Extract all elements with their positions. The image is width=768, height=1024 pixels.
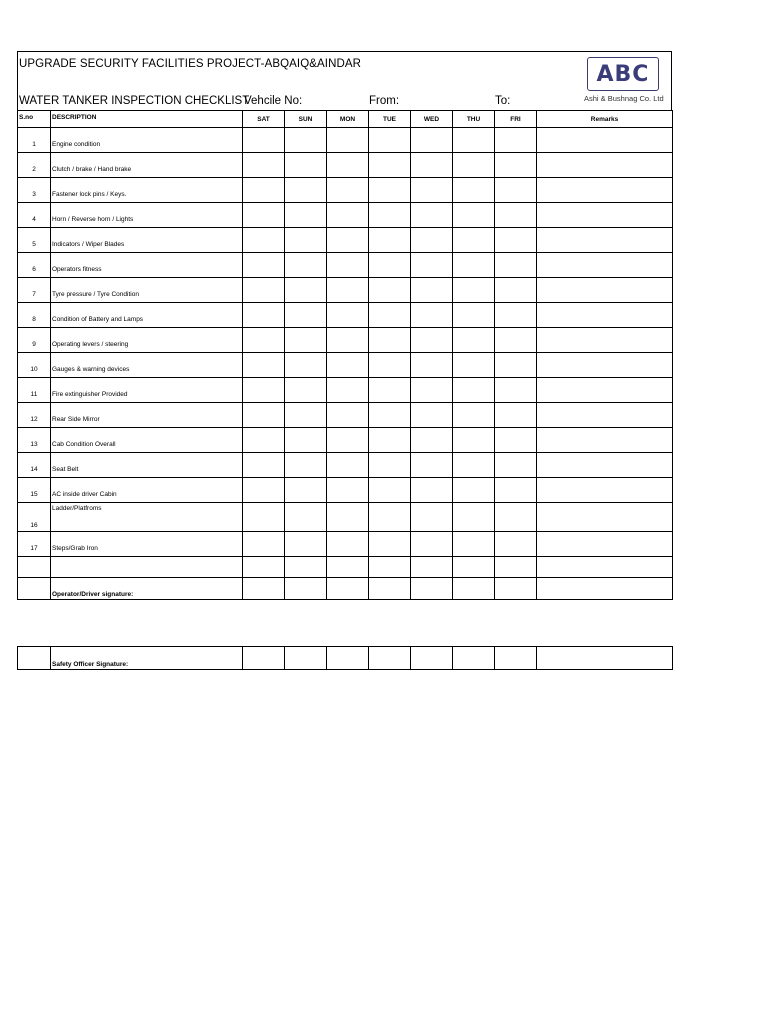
check-cell[interactable] (369, 278, 411, 303)
item-number: 9 (18, 328, 51, 353)
check-cell[interactable] (285, 303, 327, 328)
sheet-header (17, 51, 672, 110)
check-cell[interactable] (243, 178, 285, 203)
check-cell[interactable] (243, 153, 285, 178)
check-cell[interactable] (327, 478, 369, 503)
check-cell[interactable] (243, 303, 285, 328)
check-cell[interactable] (453, 353, 495, 378)
check-cell[interactable] (285, 428, 327, 453)
check-cell[interactable] (285, 153, 327, 178)
check-cell[interactable] (285, 503, 327, 532)
check-cell[interactable] (285, 532, 327, 557)
item-description: Gauges & warning devices (51, 353, 243, 378)
check-cell[interactable] (495, 453, 537, 478)
safety-signature-row (18, 647, 673, 670)
check-cell[interactable] (243, 203, 285, 228)
table-row (18, 278, 673, 303)
check-cell[interactable] (369, 128, 411, 153)
check-cell[interactable] (327, 278, 369, 303)
check-cell[interactable] (453, 453, 495, 478)
check-cell[interactable] (327, 128, 369, 153)
remarks-cell[interactable] (537, 578, 673, 600)
operator-signature-label: Operator/Driver signature: (51, 578, 243, 600)
item-description: Seat Belt (51, 453, 243, 478)
item-description: Ladder/Platfroms (51, 503, 243, 532)
item-number: 3 (18, 178, 51, 203)
remarks-cell[interactable] (537, 128, 673, 153)
check-cell[interactable] (495, 378, 537, 403)
check-cell[interactable] (369, 253, 411, 278)
item-number: 1 (18, 128, 51, 153)
check-cell[interactable] (495, 557, 537, 578)
check-cell[interactable] (285, 228, 327, 253)
remarks-cell[interactable] (537, 647, 673, 670)
check-cell[interactable] (495, 278, 537, 303)
check-cell[interactable] (453, 178, 495, 203)
check-cell[interactable] (327, 503, 369, 532)
blank-cell (51, 557, 243, 578)
check-cell[interactable] (243, 557, 285, 578)
check-cell[interactable] (243, 328, 285, 353)
item-description: Clutch / brake / Hand brake (51, 153, 243, 178)
check-cell[interactable] (453, 303, 495, 328)
inspection-sheet (17, 51, 672, 600)
check-cell[interactable] (369, 478, 411, 503)
check-cell[interactable] (369, 403, 411, 428)
remarks-cell[interactable] (537, 428, 673, 453)
signature-cell[interactable] (243, 578, 285, 600)
check-cell[interactable] (411, 557, 453, 578)
table-row (18, 178, 673, 203)
check-cell[interactable] (369, 453, 411, 478)
item-number: 6 (18, 253, 51, 278)
item-number: 2 (18, 153, 51, 178)
remarks-cell[interactable] (537, 153, 673, 178)
signature-cell[interactable] (369, 647, 411, 670)
check-cell[interactable] (453, 128, 495, 153)
check-cell[interactable] (453, 403, 495, 428)
item-description: Condition of Battery and Lamps (51, 303, 243, 328)
check-cell[interactable] (453, 428, 495, 453)
table-row (18, 328, 673, 353)
blank-cell (18, 647, 51, 670)
check-cell[interactable] (495, 303, 537, 328)
table-header-row (18, 111, 673, 128)
check-cell[interactable] (327, 453, 369, 478)
check-cell[interactable] (243, 453, 285, 478)
blank-cell (18, 557, 51, 578)
check-cell[interactable] (369, 328, 411, 353)
project-title: UPGRADE SECURITY FACILITIES PROJECT-ABQAIQ&AINDAR (19, 58, 362, 70)
table-row (18, 353, 673, 378)
item-description: Indicators / Wiper Blades (51, 228, 243, 253)
check-cell[interactable] (453, 253, 495, 278)
check-cell[interactable] (411, 353, 453, 378)
check-cell[interactable] (495, 203, 537, 228)
check-cell[interactable] (243, 253, 285, 278)
check-cell[interactable] (285, 203, 327, 228)
check-cell[interactable] (411, 303, 453, 328)
check-cell[interactable] (495, 353, 537, 378)
check-cell[interactable] (369, 532, 411, 557)
remarks-cell[interactable] (537, 328, 673, 353)
remarks-cell[interactable] (537, 203, 673, 228)
company-logo (584, 57, 662, 107)
check-cell[interactable] (285, 253, 327, 278)
checklist-table (17, 110, 673, 600)
signature-cell[interactable] (369, 578, 411, 600)
check-cell[interactable] (411, 228, 453, 253)
check-cell[interactable] (495, 428, 537, 453)
description-header: DESCRIPTION (51, 111, 243, 128)
company-name: Ashi & Bushnag Co. Ltd (584, 94, 664, 103)
check-cell[interactable] (369, 203, 411, 228)
check-cell[interactable] (243, 378, 285, 403)
item-description: Operators fitness (51, 253, 243, 278)
item-number: 11 (18, 378, 51, 403)
check-cell[interactable] (495, 328, 537, 353)
check-cell[interactable] (327, 303, 369, 328)
signature-cell[interactable] (495, 647, 537, 670)
check-cell[interactable] (411, 478, 453, 503)
remarks-cell[interactable] (537, 353, 673, 378)
item-description: Tyre pressure / Tyre Condition (51, 278, 243, 303)
item-number: 16 (18, 503, 51, 532)
remarks-cell[interactable] (537, 503, 673, 532)
table-row (18, 378, 673, 403)
check-cell[interactable] (285, 178, 327, 203)
check-cell[interactable] (495, 403, 537, 428)
check-cell[interactable] (285, 378, 327, 403)
day-header: FRI (495, 111, 537, 128)
check-cell[interactable] (411, 253, 453, 278)
check-cell[interactable] (327, 153, 369, 178)
item-number: 5 (18, 228, 51, 253)
check-cell[interactable] (327, 178, 369, 203)
check-cell[interactable] (369, 503, 411, 532)
check-cell[interactable] (369, 228, 411, 253)
signature-cell[interactable] (453, 647, 495, 670)
check-cell[interactable] (495, 178, 537, 203)
check-cell[interactable] (369, 378, 411, 403)
signature-cell[interactable] (411, 647, 453, 670)
remarks-cell[interactable] (537, 478, 673, 503)
check-cell[interactable] (327, 428, 369, 453)
remarks-cell[interactable] (537, 403, 673, 428)
item-number: 13 (18, 428, 51, 453)
check-cell[interactable] (243, 503, 285, 532)
item-number: 7 (18, 278, 51, 303)
check-cell[interactable] (453, 478, 495, 503)
signature-cell[interactable] (285, 647, 327, 670)
check-cell[interactable] (411, 503, 453, 532)
item-number: 8 (18, 303, 51, 328)
item-description: Cab Condition Overall (51, 428, 243, 453)
remarks-cell[interactable] (537, 253, 673, 278)
check-cell[interactable] (369, 153, 411, 178)
abc-logo-icon (587, 57, 659, 91)
remarks-cell[interactable] (537, 557, 673, 578)
to-date-label: To: (495, 95, 511, 107)
remarks-cell[interactable] (537, 178, 673, 203)
check-cell[interactable] (243, 228, 285, 253)
table-row (18, 532, 673, 557)
check-cell[interactable] (369, 428, 411, 453)
signature-cell[interactable] (495, 578, 537, 600)
check-cell[interactable] (495, 478, 537, 503)
signature-cell[interactable] (327, 647, 369, 670)
check-cell[interactable] (411, 532, 453, 557)
item-number: 15 (18, 478, 51, 503)
check-cell[interactable] (285, 278, 327, 303)
remarks-cell[interactable] (537, 278, 673, 303)
logo-mark: ABC (596, 61, 650, 87)
table-row (18, 228, 673, 253)
check-cell[interactable] (243, 478, 285, 503)
day-header: WED (411, 111, 453, 128)
remarks-cell[interactable] (537, 303, 673, 328)
checklist-title: WATER TANKER INSPECTION CHECKLIST (19, 95, 250, 107)
check-cell[interactable] (369, 353, 411, 378)
item-description: Horn / Reverse horn / Lights (51, 203, 243, 228)
check-cell[interactable] (453, 503, 495, 532)
check-cell[interactable] (411, 403, 453, 428)
remarks-header: Remarks (537, 111, 673, 128)
item-description: Rear Side Mirror (51, 403, 243, 428)
check-cell[interactable] (411, 428, 453, 453)
day-header: SAT (243, 111, 285, 128)
check-cell[interactable] (411, 328, 453, 353)
check-cell[interactable] (243, 128, 285, 153)
table-row (18, 128, 673, 153)
signature-cell[interactable] (327, 578, 369, 600)
item-description: Engine condition (51, 128, 243, 153)
item-number: 4 (18, 203, 51, 228)
check-cell[interactable] (243, 532, 285, 557)
check-cell[interactable] (453, 228, 495, 253)
check-cell[interactable] (327, 203, 369, 228)
day-header: TUE (369, 111, 411, 128)
table-row (18, 478, 673, 503)
signature-cell[interactable] (285, 578, 327, 600)
check-cell[interactable] (243, 403, 285, 428)
check-cell[interactable] (495, 128, 537, 153)
check-cell[interactable] (327, 557, 369, 578)
table-row (18, 153, 673, 178)
vehicle-number-label: Vehcile No: (244, 95, 303, 107)
check-cell[interactable] (453, 278, 495, 303)
remarks-cell[interactable] (537, 532, 673, 557)
check-cell[interactable] (495, 228, 537, 253)
check-cell[interactable] (453, 153, 495, 178)
check-cell[interactable] (243, 353, 285, 378)
table-row (18, 403, 673, 428)
signature-cell[interactable] (243, 647, 285, 670)
check-cell[interactable] (411, 278, 453, 303)
item-number: 10 (18, 353, 51, 378)
item-number: 14 (18, 453, 51, 478)
signature-cell[interactable] (453, 578, 495, 600)
table-row (18, 253, 673, 278)
check-cell[interactable] (495, 153, 537, 178)
check-cell[interactable] (369, 303, 411, 328)
item-number: 12 (18, 403, 51, 428)
check-cell[interactable] (285, 557, 327, 578)
check-cell[interactable] (327, 253, 369, 278)
item-description: Fastener lock pins / Keys. (51, 178, 243, 203)
item-description: Operating levers / steering (51, 328, 243, 353)
check-cell[interactable] (285, 478, 327, 503)
check-cell[interactable] (495, 503, 537, 532)
item-description: Fire extinguisher Provided (51, 378, 243, 403)
day-header: SUN (285, 111, 327, 128)
check-cell[interactable] (411, 128, 453, 153)
check-cell[interactable] (369, 557, 411, 578)
check-cell[interactable] (411, 203, 453, 228)
operator-signature-row (18, 578, 673, 600)
remarks-cell[interactable] (537, 453, 673, 478)
table-row (18, 428, 673, 453)
check-cell[interactable] (495, 253, 537, 278)
check-cell[interactable] (285, 128, 327, 153)
check-cell[interactable] (411, 178, 453, 203)
check-cell[interactable] (285, 403, 327, 428)
blank-cell (18, 578, 51, 600)
blank-row (18, 557, 673, 578)
check-cell[interactable] (327, 403, 369, 428)
check-cell[interactable] (411, 153, 453, 178)
check-cell[interactable] (243, 278, 285, 303)
item-number: 17 (18, 532, 51, 557)
check-cell[interactable] (327, 228, 369, 253)
check-cell[interactable] (411, 453, 453, 478)
check-cell[interactable] (453, 557, 495, 578)
item-description: AC inside driver Cabin (51, 478, 243, 503)
safety-officer-signature-label: Safety Officer Signature: (51, 647, 243, 670)
safety-signature-table (17, 646, 673, 670)
table-row (18, 453, 673, 478)
check-cell[interactable] (453, 378, 495, 403)
day-header: THU (453, 111, 495, 128)
table-row (18, 503, 673, 532)
sno-header: S.no (18, 111, 51, 128)
check-cell[interactable] (327, 532, 369, 557)
table-row (18, 303, 673, 328)
check-cell[interactable] (495, 532, 537, 557)
check-cell[interactable] (327, 353, 369, 378)
check-cell[interactable] (285, 453, 327, 478)
item-description: Steps/Grab Iron (51, 532, 243, 557)
from-date-label: From: (369, 95, 400, 107)
check-cell[interactable] (285, 328, 327, 353)
check-cell[interactable] (243, 428, 285, 453)
check-cell[interactable] (453, 328, 495, 353)
signature-cell[interactable] (411, 578, 453, 600)
table-row (18, 203, 673, 228)
remarks-cell[interactable] (537, 378, 673, 403)
check-cell[interactable] (369, 178, 411, 203)
check-cell[interactable] (411, 378, 453, 403)
remarks-cell[interactable] (537, 228, 673, 253)
check-cell[interactable] (327, 328, 369, 353)
check-cell[interactable] (453, 203, 495, 228)
check-cell[interactable] (453, 532, 495, 557)
check-cell[interactable] (285, 353, 327, 378)
day-header: MON (327, 111, 369, 128)
check-cell[interactable] (327, 378, 369, 403)
